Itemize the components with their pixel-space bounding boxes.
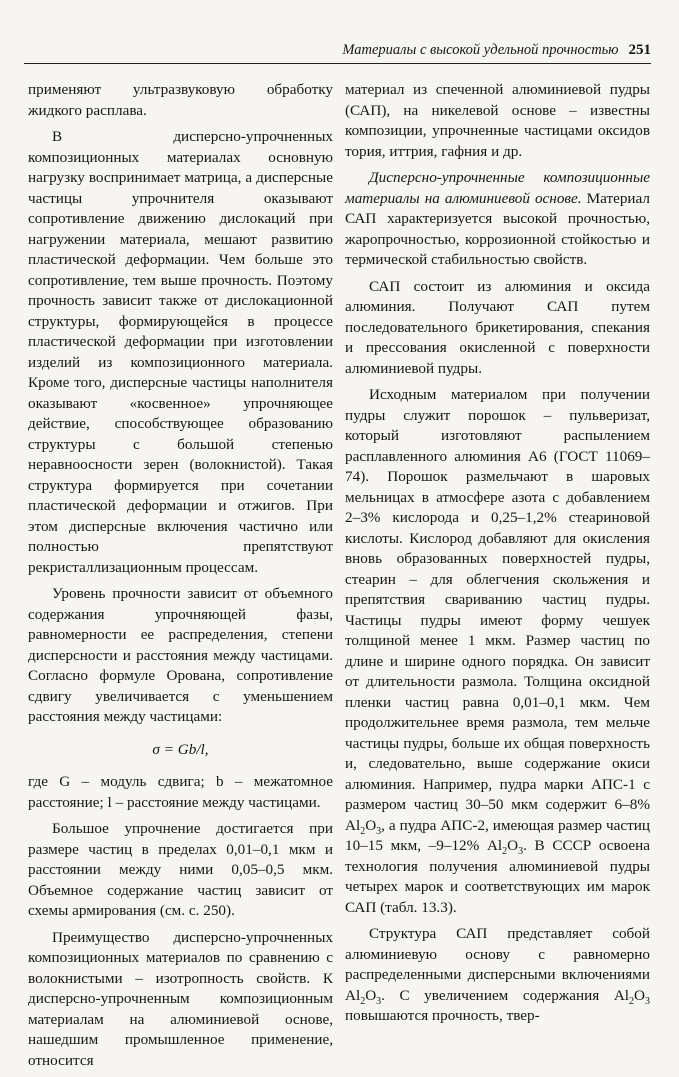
subscript: 3 bbox=[518, 846, 524, 858]
paragraph: где G – модуль сдвига; b – межатомное расстояние; l – расстояние между частицами. bbox=[28, 773, 333, 811]
paragraph-text: Исходным материалом при получении пудры служит порошок – пульверизат, который изготовляют распылением расплавленного алюминия А6 (ГОСТ 11069–74). Порошок размельчают в шаровых мельницах в атмосфере азота с добавлением 2–3% кислорода и 0,25–1,2% стеариновой кислоты. Кислород добавляют для окисления вновь образованных поверхностей пудры, стеарин – для облегчения скольжения и препятствия свариванию частиц пудры. Частицы пудры имеют форму чешуек толщиной менее 1 мкм. Размер частиц по длине и ширине одного порядка. Он зависит от длительности размола. Толщина оксидной пленки частиц равна 0,01–0,1 мкм. Чем продолжительнее время размола, тем мельче частицы пудры, больше их общая поверхность и, следовательно, выше содержание окиси алюминия. Например, пудра марки АПС-1 с размером частиц 30–50 мкм содержит 6–8% Al bbox=[345, 386, 650, 834]
paragraph bbox=[345, 924, 650, 1027]
paragraph: Большое упрочнение достигается при размере частиц в пределах 0,01–0,1 мкм и расстоянии между ними 0,05–0,5 мкм. Объемное содержание частиц зависит от схемы армирования (см. с. 250). bbox=[28, 820, 333, 919]
paragraph-text: Материал САП характеризуется высокой прочностью, жаропрочностью, коррозионной стойкостью и термической стабильностью свойств. bbox=[345, 189, 650, 268]
paragraph-text: повышаются прочность, твер- bbox=[345, 1007, 540, 1024]
subscript: 2 bbox=[502, 846, 508, 858]
paragraph-text: Структура САП представляет собой алюминиевую основу с равномерно распределенными дисперсными включениями Al bbox=[345, 925, 650, 1004]
paragraph-text: O bbox=[634, 986, 645, 1004]
paragraph: применяют ультразвуковую обработку жидкого расплава. bbox=[28, 81, 333, 119]
subscript: 3 bbox=[376, 825, 382, 837]
page-header bbox=[24, 30, 651, 64]
paragraph bbox=[345, 168, 650, 271]
subscript: 3 bbox=[376, 995, 382, 1007]
paragraph-text: . В СССР освоена технология получения алюминиевой пудры четырех марок и соответствующих им марок САП (табл. 13.3). bbox=[345, 837, 650, 916]
paragraph-text: O bbox=[365, 986, 377, 1004]
right-column bbox=[345, 80, 650, 1033]
paragraph-text: , а пудра АПС-2, имеющая размер частиц 10–15 мкм, –9–12% Al bbox=[345, 816, 650, 854]
paragraph-text: . С увеличением содержания Al bbox=[381, 986, 630, 1004]
subscript: 2 bbox=[629, 995, 635, 1007]
running-title: Материалы с высокой удельной прочностью bbox=[342, 42, 619, 58]
subscript: 2 bbox=[360, 995, 366, 1007]
page-number: 251 bbox=[628, 42, 651, 58]
paragraph: В дисперсно-упрочненных композиционных материалах основную нагрузку воспринимает матрица, а дисперсные частицы упрочнителя оказывают сопротивление движению дислокаций при нагружении материала, мешают развитию пластической деформации. Чем больше это сопротивление, тем выше прочность. Поэтому прочность зависит также от дислокационной структуры, формирующейся в процессе пластической деформации при изготовлении изделий из композиционного материала. Кроме того, дисперсные частицы наполнителя оказывают «косвенное» упрочняющее действие, способствующее образованию структуры с большой степенью неравноосности зерен (волокнистой). Такая структура формируется при сочетании пластической деформации и отжигов. При этом дисперсные включения частично или полностью препятствуют рекристаллизационным процессам. bbox=[28, 128, 333, 576]
paragraph: Преимущество дисперсно-упрочненных композиционных материалов по сравнению с волокнистыми – изотропность свойств. К дисперсно-упрочненным композиционным материалам на алюминиевой основе, нашедшим промышленное применение, относится bbox=[28, 928, 333, 1069]
paragraph: САП состоит из алюминия и оксида алюминия. Получают САП путем последовательного брикетирования, спекания и прессования окисленной с поверхности алюминиевой пудры. bbox=[345, 277, 650, 377]
paragraph-text: O bbox=[507, 837, 519, 854]
left-column bbox=[28, 80, 333, 1077]
paragraph-text: O bbox=[365, 816, 377, 834]
section-heading: Дисперсно-упрочненные композиционные материалы на алюминиевой основе. bbox=[345, 169, 650, 207]
paragraph bbox=[345, 385, 650, 918]
subscript: 2 bbox=[360, 825, 366, 837]
paragraph: Уровень прочности зависит от объемного содержания упрочняющей фазы, равномерности ее распределения, степени дисперсности и расстояния между частицами. Согласно формуле Орована, сопротивление сдвигу увеличивается с уменьшением расстояния между частицами: bbox=[28, 585, 333, 725]
subscript: 3 bbox=[645, 995, 650, 1007]
paragraph: материал из спеченной алюминиевой пудры (САП), на никелевой основе – известны композиции, упрочненные частицами оксидов тория, иттрия, гафния и др. bbox=[345, 81, 650, 160]
formula-text: σ = Gb/l, bbox=[152, 740, 209, 758]
orowan-formula bbox=[28, 740, 333, 761]
